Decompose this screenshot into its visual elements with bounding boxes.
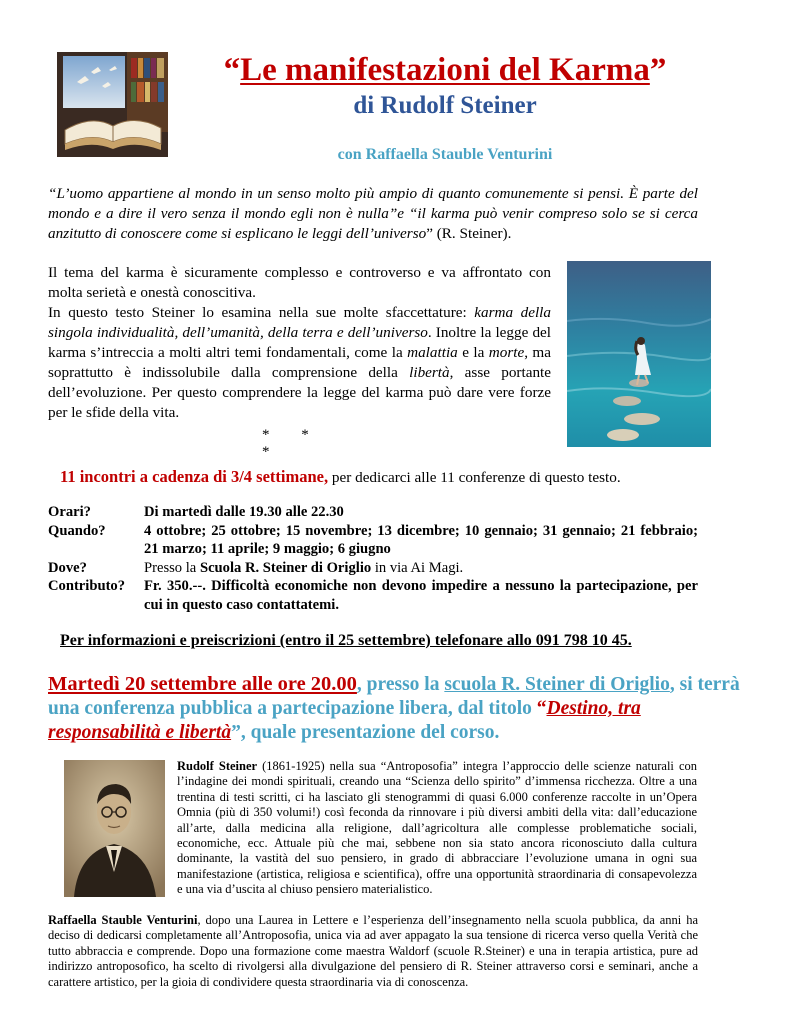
girl-stepping-stones-painting bbox=[567, 261, 711, 447]
contact-info: Per informazioni e preiscrizioni (entro il 25 settembre) telefonare allo 091 798 10 45. bbox=[60, 632, 632, 649]
school-link[interactable]: scuola R. Steiner di Origlio bbox=[444, 674, 670, 695]
section-divider: * * * bbox=[262, 427, 323, 460]
steiner-portrait bbox=[64, 760, 165, 897]
steiner-quote: “L’uomo appartiene al mondo in un senso molto più ampio di quanto comunemente si pensi. È parte del mondo e a dire il vero senza il mondo egli non è nulla”e “il karma può venir compreso solo se si cerca anzitutto di conoscere come si esplicano le leggi dell’universo” (R. Steiner). bbox=[48, 185, 698, 242]
steiner-biography: Rudolf Steiner (1861-1925) nella sua “Antroposofia” integra l’approccio delle scienze naturali con l’indagine dei mondi spirituali, creando una “Scienza dello spirito” d’immensa ricchezza. Oltre a una trentina di testi scritti, ci ha lasciato gli stenogrammi di quasi 6.000 conferenze raccolte in un’Opera Omnia (più di 350 volumi!) così feconda da rinnovare i più diversi ambiti della vita: dall’educazione all’arte, dalla medicina alla religione, dall’agricoltura alle complesse problematiche sociali, economiche, ecc. Attuale più che mai, sebbene non sia stato ancora riconosciuto dalla cultura dominante, la vastità del suo pensiero, in grado di abbracciare l’evoluzione umana in ogni sua manifestazione (artistica, religiosa e scientifica), offre una opportunità straordinaria di consapevolezza e una via d’uscita al chiuso pensiero materialistico. bbox=[177, 759, 698, 897]
book-illustration bbox=[57, 52, 168, 157]
author-subtitle: di Rudolf Steiner bbox=[353, 92, 537, 119]
schedule-row-orari: Orari? Di martedì dalle 19.30 alle 22.30 bbox=[48, 504, 344, 520]
intro-text bbox=[48, 263, 551, 423]
schedule-row-contributo: Contributo? Fr. 350.--. Difficoltà economiche non devono impedire a nessuno la partecipazione, per cui in questo caso contattatemi. bbox=[48, 578, 698, 613]
page-title: “Le manifestazioni del Karma” bbox=[223, 52, 667, 88]
schedule-row-dove: Dove? Presso la Scuola R. Steiner di Origlio in via Ai Magi. bbox=[48, 559, 464, 576]
meetings-line: 11 incontri a cadenza di 3/4 settimane, per dedicarci alle 11 conferenze di questo testo. bbox=[60, 467, 621, 486]
intro-paragraph-1: Il tema del karma è sicuramente complesso e controverso e va affrontato con molta serietà e onestà conoscitiva. bbox=[48, 264, 551, 301]
presenter-biography: Raffaella Stauble Venturini, dopo una Laurea in Lettere e l’esperienza dell’insegnamento nella scuola pubblica, da anni ha deciso di dedicarsi completamente all’Antroposofia, unica via ad aver appagato la sua tensione di ricerca verso quella Verità che tutto abbraccia e comprende. Dopo una formazione come maestra Waldorf (scuole R.Steiner) e una in terapia artistica, pure ad indirizzo antroposofico, ha scelto di rivolgersi alla divulgazione del pensiero di R. Steiner attraverso corsi e seminari, anche a carattere artistico, per la gioia di condividere questa straordinaria via di conoscenza. bbox=[48, 913, 698, 989]
schedule-block bbox=[48, 503, 698, 614]
presenter-line: con Raffaella Stauble Venturini bbox=[337, 146, 553, 163]
schedule-row-quando: Quando? 4 ottobre; 25 ottobre; 15 novembre; 13 dicembre; 10 gennaio; 31 gennaio; 21 febbraio; 21 marzo; 11 aprile; 9 maggio; 6 giugno bbox=[48, 522, 698, 557]
conference-announcement: Martedì 20 settembre alle ore 20.00, presso la scuola R. Steiner di Origlio, si terrà una conferenza pubblica a partecipazione libera, dal titolo “Destino, tra responsabilità e libertà”, quale presentazione del corso. bbox=[48, 673, 740, 743]
intro-paragraph-2: In questo testo Steiner lo esamina nella sue molte sfaccettature: karma della singola individualità, dell’umanità, della terra e dell’universo. Inoltre la legge del karma s’intreccia a molti altri temi fondamentali, come la malattia e la morte, ma soprattutto è indissolubile dalla comprensione della libertà, asse portante dell’evoluzione. Per questo comprendere la legge del karma può dare vere forze per le sfide della vita. bbox=[48, 304, 552, 421]
